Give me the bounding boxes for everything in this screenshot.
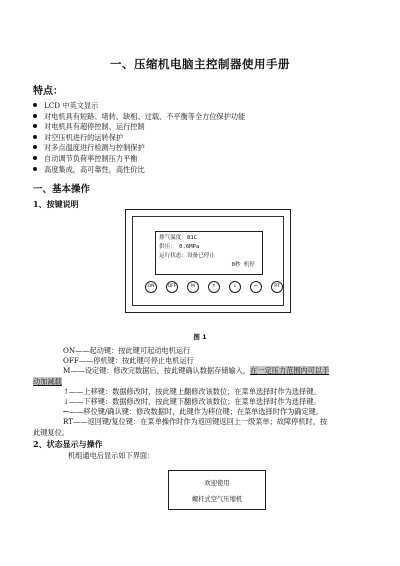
- m-button-icon: M: [187, 281, 199, 293]
- bullet-icon: [33, 103, 37, 107]
- feature-item: 对电机具有短路、堵转、缺相、过载、不平衡等全方位保护功能: [33, 112, 245, 123]
- bullet-icon: [33, 145, 37, 149]
- features-heading: 特点：: [33, 86, 63, 97]
- feature-item: 对电机具有超停控制、运行控制: [33, 122, 245, 133]
- key-description-list: [33, 346, 368, 438]
- lcd-line-pressure: 供压： 0.6MPa: [159, 244, 200, 250]
- lcd-line-timer: 0秒 机停: [231, 262, 255, 268]
- figure-caption: 图 1: [193, 333, 207, 341]
- key-desc-m-cont: 动加减载: [33, 376, 62, 386]
- feature-item: 对多点温度进行检测与控制保护: [33, 143, 245, 154]
- basic-operation-heading: 一、基本操作: [33, 184, 91, 195]
- welcome-screen-figure: [168, 470, 266, 510]
- key-desc-up: ↑——上移键：数据修改时，按此键上翻修改该数位；在菜单选择时作为选择键。: [63, 386, 321, 396]
- key-desc-shift: ←——移位键/确认键：修改数据时，此键作为移位键；在菜单选择时作为确定键。: [63, 407, 324, 417]
- welcome-line-2: 螺杆式空气压缩机: [191, 496, 243, 503]
- button-row: [145, 281, 285, 297]
- off-button-icon: OFF: [166, 281, 178, 293]
- controller-panel-figure: [125, 209, 291, 313]
- lcd-line-status: 运行状态：设备已停止: [159, 253, 215, 259]
- feature-item: 自动调节负荷率控制压力平衡: [33, 154, 245, 165]
- bullet-icon: [33, 114, 37, 118]
- bullet-icon: [33, 156, 37, 160]
- feature-item: LCD 中英文显示: [33, 101, 245, 112]
- key-desc-on: ON——起动键：按此键可起动电机运行: [63, 346, 191, 355]
- key-desc-off: OFF——停机键：按此键可停止电机运行: [63, 356, 194, 366]
- lcd-screen: [155, 231, 263, 275]
- welcome-line-1: 欢迎使用: [204, 480, 230, 487]
- up-arrow-button-icon: ↑: [208, 281, 220, 293]
- features-list: [33, 101, 245, 175]
- bullet-icon: [33, 135, 37, 139]
- feature-item: 高度集成，高可靠性，高性价比: [33, 165, 245, 176]
- page-title: 一、压缩机电脑主控制器使用手册: [110, 57, 290, 71]
- left-arrow-button-icon: ←: [250, 281, 262, 293]
- key-desc-m: M——设定键：修改完数据后，按此键确认数据存储输入，在一定压力范围内可以手: [63, 366, 330, 376]
- keys-heading: 1、按键说明: [33, 199, 79, 209]
- bullet-icon: [33, 124, 37, 128]
- rt-button-icon: RT: [271, 281, 283, 293]
- status-intro: 机组通电后显示如下界面：: [68, 451, 155, 460]
- down-arrow-button-icon: ↓: [229, 281, 241, 293]
- feature-item: 对空压机进行的运转保护: [33, 133, 245, 144]
- status-heading: 2、状态显示与操作: [33, 439, 103, 449]
- on-button-icon: ON: [145, 281, 157, 293]
- key-desc-rt: RT——返回键/复位键：在菜单操作时作为返回键返回上一级菜单；故障停机时，按: [63, 417, 328, 427]
- key-desc-rt-cont: 此键复位。: [33, 427, 69, 437]
- key-desc-down: ↓——下移键：数据修改时，按此键下翻修改该数位；在菜单选择时作为选择键。: [63, 397, 321, 407]
- lcd-line-temperature: 排气温度：81C: [159, 235, 198, 241]
- panel-bezel: [132, 216, 284, 306]
- bullet-icon: [33, 167, 37, 171]
